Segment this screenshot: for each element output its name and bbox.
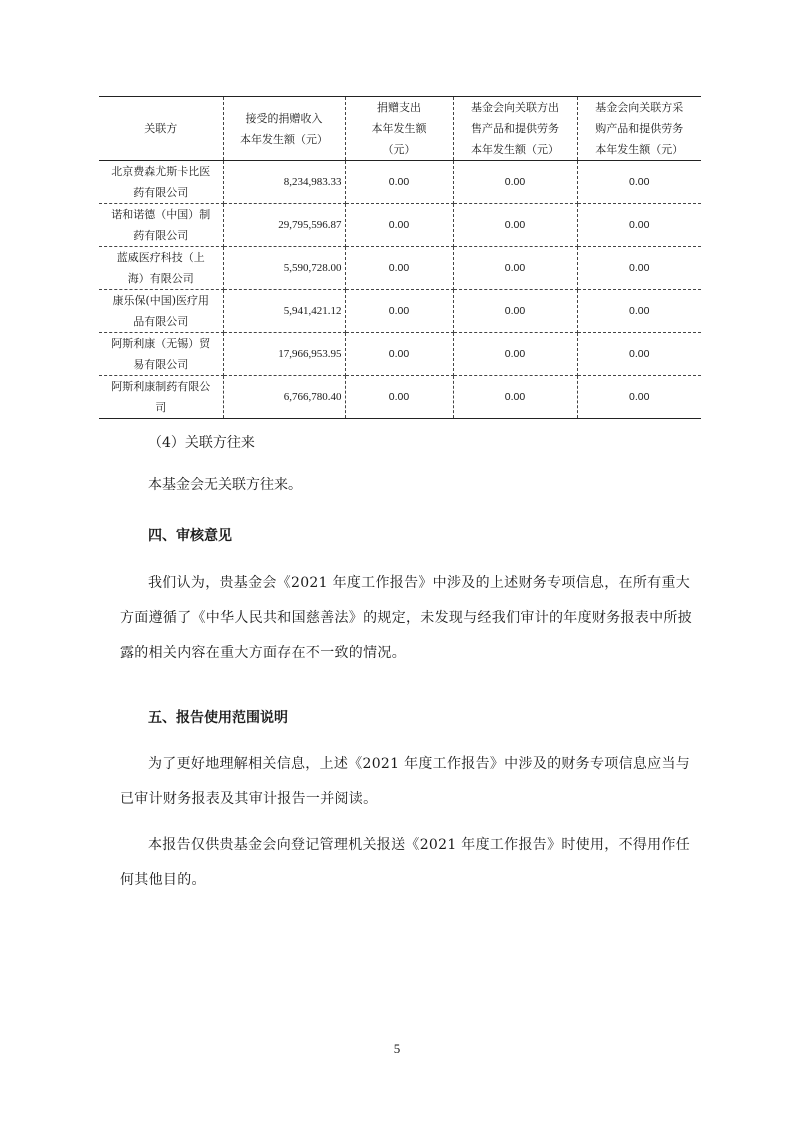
table-row: [99, 247, 701, 290]
related-party-name: 诺和诺德（中国）制 药有限公司: [99, 204, 223, 247]
column-header-4: 基金会向关联方采 购产品和提供劳务 本年发生额（元）: [577, 97, 701, 161]
column-header-1: 接受的捐赠收入 本年发生额（元）: [223, 97, 345, 161]
related-party-name: 蓝威医疗科技（上 海）有限公司: [99, 247, 223, 290]
table-header-row: [99, 97, 701, 161]
related-party-name: 阿斯利康制药有限公 司: [99, 376, 223, 419]
donation-expense-cell: 0.00: [345, 376, 453, 419]
donation-expense-cell: 0.00: [345, 161, 453, 204]
column-header-2: 捐赠支出 本年发生额 （元）: [345, 97, 453, 161]
donation-expense-cell: 0.00: [345, 290, 453, 333]
donation-income-cell: 17,966,953.95: [223, 333, 345, 376]
sales-to-party-cell: 0.00: [453, 376, 577, 419]
related-party-name: 北京费森尤斯卡比医 药有限公司: [99, 161, 223, 204]
purchases-from-party-cell: 0.00: [577, 204, 701, 247]
related-party-name: 阿斯利康（无锡）贸 易有限公司: [99, 333, 223, 376]
column-header-0: 关联方: [99, 97, 223, 161]
donation-expense-cell: 0.00: [345, 247, 453, 290]
purchases-from-party-cell: 0.00: [577, 333, 701, 376]
section4-subtitle: （4）关联方往来: [148, 435, 255, 451]
donation-income-cell: 29,795,596.87: [223, 204, 345, 247]
related-party-name: 康乐保(中国)医疗用 品有限公司: [99, 290, 223, 333]
scope-paragraph-1: 为了更好地理解相关信息，上述《2021 年度工作报告》中涉及的财务专项信息应当与已审计财务报表及其审计报告一并阅读。: [120, 756, 691, 807]
column-header-3: 基金会向关联方出 售产品和提供劳务 本年发生额（元）: [453, 97, 577, 161]
table-row: [99, 376, 701, 419]
purchases-from-party-cell: 0.00: [577, 376, 701, 419]
scope-paragraph-2: 本报告仅供贵基金会向登记管理机关报送《2021 年度工作报告》时使用，不得用作任何其他目的。: [120, 837, 691, 888]
section4-text: 本基金会无关联方往来。: [148, 477, 302, 493]
table-row: [99, 333, 701, 376]
donation-income-cell: 8,234,983.33: [223, 161, 345, 204]
scope-heading: 五、报告使用范围说明: [148, 710, 288, 726]
sales-to-party-cell: 0.00: [453, 204, 577, 247]
sales-to-party-cell: 0.00: [453, 247, 577, 290]
donation-income-cell: 6,766,780.40: [223, 376, 345, 419]
purchases-from-party-cell: 0.00: [577, 247, 701, 290]
donation-expense-cell: 0.00: [345, 333, 453, 376]
donation-income-cell: 5,590,728.00: [223, 247, 345, 290]
table-row: [99, 161, 701, 204]
donation-expense-cell: 0.00: [345, 204, 453, 247]
opinion-paragraph: 我们认为，贵基金会《2021 年度工作报告》中涉及的上述财务专项信息，在所有重大方面遵循了《中华人民共和国慈善法》的规定，未发现与经我们审计的年度财务报表中所披露的相关内容在重大方面存在不一致的情况。: [120, 575, 692, 661]
related-party-transactions-table: [99, 96, 701, 419]
purchases-from-party-cell: 0.00: [577, 161, 701, 204]
sales-to-party-cell: 0.00: [453, 333, 577, 376]
opinion-heading: 四、审核意见: [148, 528, 232, 544]
table-row: [99, 290, 701, 333]
page-number: 5: [393, 1041, 401, 1056]
table-row: [99, 204, 701, 247]
sales-to-party-cell: 0.00: [453, 290, 577, 333]
sales-to-party-cell: 0.00: [453, 161, 577, 204]
donation-income-cell: 5,941,421.12: [223, 290, 345, 333]
purchases-from-party-cell: 0.00: [577, 290, 701, 333]
